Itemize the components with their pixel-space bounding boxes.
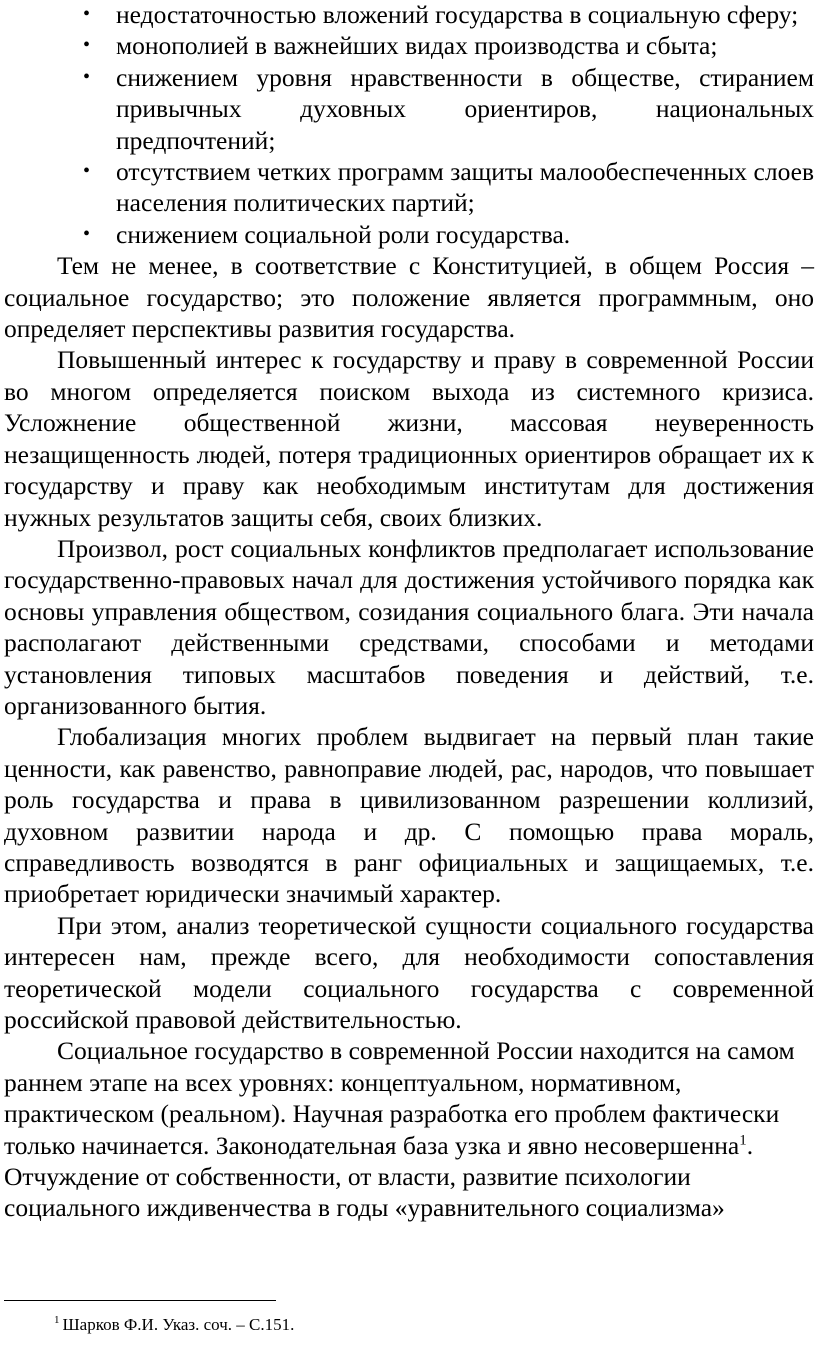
bullet-item: • отсутствием четких программ защиты малообеспеченных слоев населения политических партий; [83,157,814,218]
footnote-reference[interactable]: 1 [739,1132,747,1149]
bullet-icon: • [83,222,91,245]
body-text [4,0,814,1224]
paragraph: Произвол, рост социальных конфликтов предполагает использование государственно-правовых начал для достижения устойчивого порядка как основы управления обществом, созидания социального блага. Эти начала располагают действенными средствами, способами и методами установления типовых масштабов поведения и действий, т.е. организованного бытия. [4,533,814,720]
bullet-icon: • [83,3,91,25]
bullet-item: • недостаточностью вложений государства в социальную сферу; [83,0,799,29]
paragraph: Повышенный интерес к государству и праву в современной России во многом определяется поиском выхода из системного кризиса. Усложнение общественной жизни, массовая неуверенность незащищенность людей, потеря традиционных ориентиров обращает их к государству и праву как необходимым институтам для достижения нужных результатов защиты себя, своих близких. [4,345,814,532]
footnote-text: Шарков Ф.И. Указ. соч. – С.151. [62,1315,295,1334]
bullet-list [4,0,814,250]
bullet-icon: • [83,160,91,183]
paragraph: Глобализация многих проблем выдвигает на первый план такие ценности, как равенство, равноправие людей, рас, народов, что повышает роль государства и права в цивилизованном разрешении коллизий, духовном развитии народа и др. С помощью права мораль, справедливость возводятся в ранг официальных и защищаемых, т.е. приобретает юридически значимый характер. [4,722,814,909]
footnote [54,1314,294,1336]
bullet-item: • монополией в важнейших видах производства и сбыта; [83,31,718,61]
bullet-item: • снижением социальной роли государства. [83,219,571,249]
paragraph: При этом, анализ теоретической сущности социального государства интересен нам, прежде всего, для необходимости сопоставления теоретической модели социального государства с современной российской правовой действительностью. [4,910,814,1034]
paragraph: Тем не менее, в соответствие с Конституцией, в общем Россия – социальное государство; это положение является программным, оно определяет перспективы развития государства. [4,251,814,344]
footnote-separator [4,1300,276,1301]
paragraph-with-footnote-ref: Социальное государство в современной России находится на самом раннем этапе на всех уровнях: концептуальном, нормативном, практическом (реальном). Научная разработка его проблем фактически только начинается. Законодательная база узка и явно несовершенна$^1$. Отчуждение от собственности, от власти, развитие психологии социального иждивенчества в годы «уравнительного социализма» [4,1036,795,1223]
bullet-icon: • [83,65,91,88]
bullet-icon: • [83,34,91,57]
footnote-number: 1 [54,1314,60,1327]
bullet-item: • снижением уровня нравственности в обществе, стиранием привычных духовных ориентиров, национальных предпочтений; [83,62,814,155]
